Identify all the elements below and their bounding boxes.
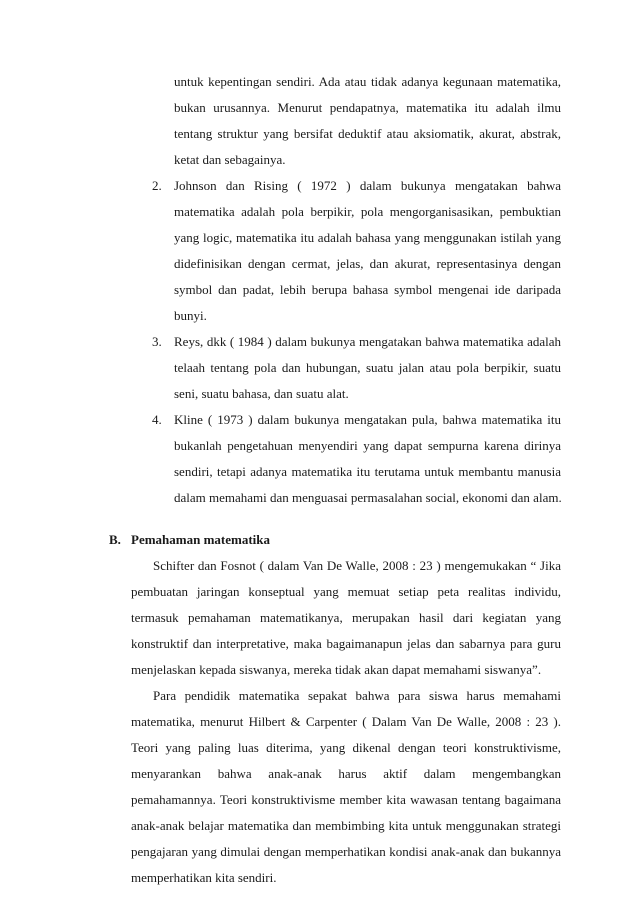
paragraph-2-line: Para pendidik matematika sepakat bahwa para siswa harus memahami — [153, 688, 561, 703]
paragraph-1-line: konstruktif dan interpretative, maka bagaimanapun jelas dan sabarnya para guru — [131, 636, 561, 651]
list-item-4-number: 4. — [152, 412, 162, 427]
list-item-2-line: didefinisikan dengan cermat, jelas, dan akurat, representasinya dengan — [174, 256, 561, 271]
paragraph-2-line: pemahamannya. Teori konstruktivisme member kita wawasan tentang bagaimana — [131, 792, 561, 807]
list-item-4-line: Kline ( 1973 ) dalam bukunya mengatakan pula, bahwa matematika itu — [174, 412, 561, 427]
paragraph-2-line: matematika, menurut Hilbert & Carpenter ( Dalam Van De Walle, 2008 : 23 ). — [131, 714, 561, 729]
list-item-1-line: bukan urusannya. Menurut pendapatnya, matematika itu adalah ilmu — [174, 100, 561, 115]
paragraph-2-line: memperhatikan kita sendiri. — [131, 870, 277, 885]
paragraph-2-line: Teori yang paling luas diterima, yang dikenal dengan teori konstruktivisme, — [131, 740, 561, 755]
list-item-1-line: untuk kepentingan sendiri. Ada atau tidak adanya kegunaan matematika, — [174, 74, 561, 89]
paragraph-2-line: anak-anak belajar matematika dan membimbing kita untuk menggunakan strategi — [131, 818, 561, 833]
list-item-4-line: bukanlah pengetahuan menyendiri yang dapat sempurna karena dirinya — [174, 438, 561, 453]
list-item-1-line: ketat dan sebagainya. — [174, 152, 286, 167]
section-b-title: Pemahaman matematika — [131, 532, 271, 547]
section-b-letter: B. — [109, 532, 121, 547]
list-item-4-line: dalam memahami dan menguasai permasalahan social, ekonomi dan alam. — [174, 490, 562, 505]
list-item-3-line: Reys, dkk ( 1984 ) dalam bukunya mengatakan bahwa matematika adalah — [174, 334, 561, 349]
list-item-2-number: 2. — [152, 178, 162, 193]
paragraph-1-line: menjelaskan kepada siswanya, mereka tidak akan dapat memahami siswanya”. — [131, 662, 542, 677]
list-item-1-line: tentang struktur yang bersifat deduktif atau aksiomatik, akurat, abstrak, — [174, 126, 561, 141]
list-item-2-line: yang logic, matematika itu adalah bahasa yang menggunakan istilah yang — [174, 230, 561, 245]
paragraph-1-line: Schifter dan Fosnot ( dalam Van De Walle, 2008 : 23 ) mengemukakan “ Jika — [153, 558, 561, 573]
paragraph-2-line: pengajaran yang dimulai dengan memperhatikan kondisi anak-anak dan bukannya — [131, 844, 561, 859]
list-item-3-line: telaah tentang pola dan hubungan, suatu jalan atau pola berpikir, suatu — [174, 360, 561, 375]
list-item-2-line: Johnson dan Rising ( 1972 ) dalam bukunya mengatakan bahwa — [174, 178, 561, 193]
list-item-3-number: 3. — [152, 334, 162, 349]
list-item-3-line: seni, suatu bahasa, dan suatu alat. — [174, 386, 349, 401]
paragraph-2-line: menyarankan bahwa anak-anak harus aktif dalam mengembangkan — [131, 766, 561, 781]
list-item-2-line: bunyi. — [174, 308, 207, 323]
paragraph-1-line: pembuatan jaringan konseptual yang memuat setiap peta realitas individu, — [131, 584, 561, 599]
list-item-2-line: symbol dan padat, lebih berupa bahasa symbol mengenai ide daripada — [174, 282, 561, 297]
paragraph-1-line: termasuk pemahaman matematikanya, merupakan hasil dari kegiatan yang — [131, 610, 561, 625]
list-item-2-line: matematika adalah pola berpikir, pola mengorganisasikan, pembuktian — [174, 204, 561, 219]
list-item-4-line: sendiri, tetapi adanya matematika itu terutama untuk membantu manusia — [174, 464, 561, 479]
